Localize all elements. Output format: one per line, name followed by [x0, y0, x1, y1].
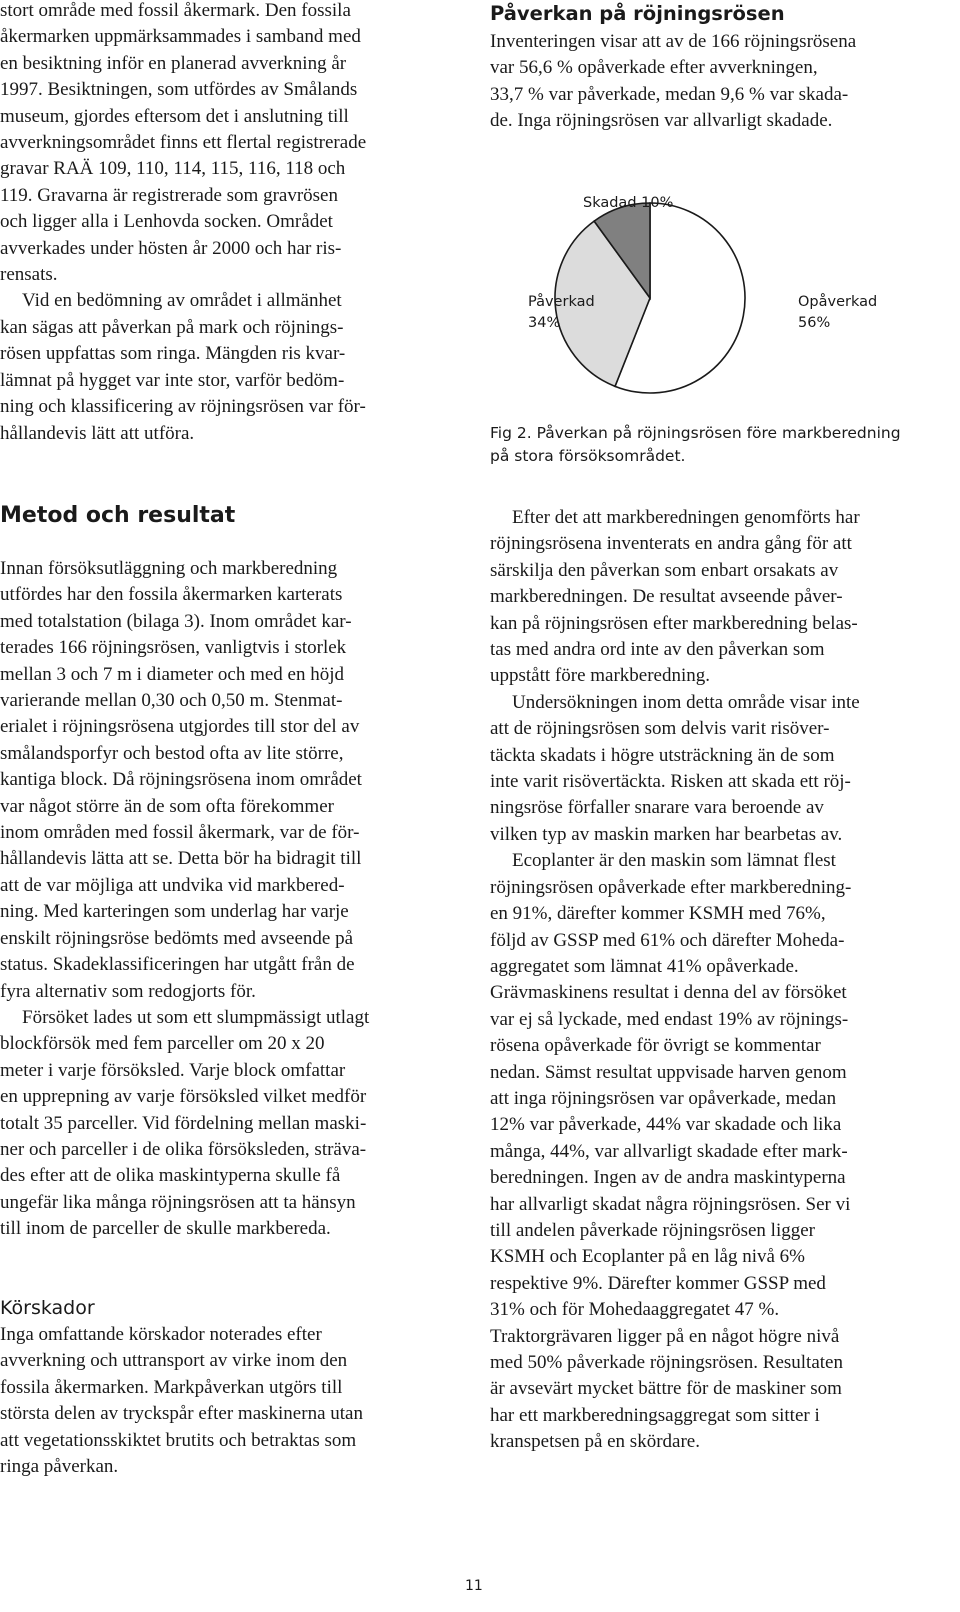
label-opaverkad-pct: 56% — [798, 315, 831, 331]
text-line: Undersökningen inom detta område visar inte — [512, 691, 860, 713]
text-line: blockförsök med fem parceller om 20 x 20 — [0, 1033, 325, 1055]
text-line: varierande mellan 0,30 och 0,50 m. Stenmat- — [0, 690, 343, 712]
text-line: har ett markberedningsaggregat som sitter i — [490, 1404, 820, 1426]
text-line: Grävmaskinens resultat i denna del av försöket — [490, 982, 847, 1004]
text-line: kantiga block. Då röjningsrösena inom området — [0, 769, 362, 791]
text-line: gravar RAÄ 109, 110, 114, 115, 116, 118 och — [0, 158, 346, 180]
text-line: utfördes har den fossila åkermarken karterats — [0, 584, 343, 606]
text-line: följd av GSSP med 61% och därefter Moheda- — [490, 929, 845, 951]
text-line: fyra alternativ som redogjorts för. — [0, 980, 256, 1002]
text-line: en besiktning inför en planerad avverkning år — [0, 52, 347, 74]
text-line: 1997. Besiktningen, som utfördes av Smålands — [0, 79, 358, 101]
text-line: de. Inga röjningsrösen var allvarligt skadade. — [490, 110, 833, 132]
text-line: markberedningen. De resultat avseende påver- — [490, 586, 843, 608]
section-heading-paverkan: Påverkan på röjningsrösen — [490, 2, 785, 25]
text-line: ning. Med karteringen som underlag har varje — [0, 901, 349, 923]
metod-text — [0, 556, 455, 1243]
text-line: aggregatet som lämnat 41% opåverkade. — [490, 955, 799, 977]
section-heading-metod: Metod och resultat — [0, 503, 236, 528]
text-line: rösena opåverkade för övrigt se kommentar — [490, 1035, 821, 1057]
text-line: täckta skadats i högre utsträckning än de som — [490, 744, 835, 766]
text-line: 33,7 % var påverkade, medan 9,6 % var skada- — [490, 83, 849, 105]
text-line: ningsröse förfaller snarare vara beroende av — [490, 797, 824, 819]
label-skadad: Skadad 10% — [583, 195, 674, 211]
label-paverkad-name: Påverkad — [528, 294, 595, 310]
text-line: terades 166 röjningsrösen, vanligtvis i storlek — [0, 637, 347, 659]
figure-caption — [490, 422, 950, 468]
text-line: beredningen. Ingen av de andra maskintyperna — [490, 1167, 846, 1189]
text-line: enskilt röjningsröse bedömts med avseende på — [0, 927, 354, 949]
text-line: att vegetationsskiktet brutits och betraktas som — [0, 1429, 357, 1451]
text-line: hållandevis lätta att se. Detta bör ha bidragit till — [0, 848, 362, 870]
text-line: har allvarligt skadat några röjningsrösen. Ser vi — [490, 1193, 851, 1215]
text-line: många, 44%, var allvarligt skadade efter mark- — [490, 1140, 848, 1162]
text-line: vilken typ av maskin marken har bearbetas av. — [490, 823, 843, 845]
text-line: Försöket lades ut som ett slumpmässigt utlagt — [22, 1006, 370, 1028]
text-line: lämnat på hygget var inte stor, varför bedöm- — [0, 369, 345, 391]
text-line: erialet i röjningsrösena utgjordes till stor del av — [0, 716, 360, 738]
text-line: ringa påverkan. — [0, 1456, 119, 1478]
text-line: hållandevis lätt att utföra. — [0, 422, 195, 444]
text-line: Inga omfattande körskador noterades efter — [0, 1324, 322, 1345]
text-line: kan sägas att påverkan på mark och röjnings- — [0, 316, 344, 338]
text-line: inom områden med fossil åkermark, var de för- — [0, 822, 360, 844]
text-line: respektive 9%. Därefter kommer GSSP med — [490, 1272, 826, 1294]
text-line: Ecoplanter är den maskin som lämnat flest — [512, 850, 836, 872]
text-line: Traktorgrävaren ligger på en något högre nivå — [490, 1325, 840, 1347]
text-line: en 91%, därefter kommer KSMH med 76%, — [490, 903, 826, 925]
caption-line: på stora försöksområdet. — [490, 447, 686, 465]
text-line: des efter att de olika maskintyperna skulle få — [0, 1165, 341, 1187]
text-line: Vid en bedömning av området i allmänhet — [22, 290, 342, 312]
text-line: tas med andra ord inte av den påverkan som — [490, 639, 825, 661]
text-line: 31% och för Mohedaaggregatet 47 %. — [490, 1299, 780, 1321]
text-line: åkermarken uppmärksammades i samband med — [0, 26, 361, 48]
korskador-text — [0, 1322, 455, 1480]
caption-line: Fig 2. Påverkan på röjningsrösen före markberedning — [490, 424, 901, 442]
text-line: kan på röjningsrösen efter markberedning belas- — [490, 612, 858, 634]
text-line: en upprepning av varje försöksled vilket medför — [0, 1086, 367, 1108]
text-line: rensats. — [0, 264, 58, 286]
text-line: avverkning och uttransport av virke inom den — [0, 1350, 348, 1372]
text-line: status. Skadeklassificeringen har utgått från de — [0, 954, 355, 976]
text-line: ungefär lika många röjningsrösen att ta hänsyn — [0, 1191, 356, 1213]
page-number: 11 — [465, 1578, 483, 1594]
text-line: Efter det att markberedningen genomförts har — [512, 507, 860, 528]
text-line: meter i varje försöksled. Varje block omfattar — [0, 1059, 346, 1081]
text-line: avverkades under hösten år 2000 och har ris- — [0, 237, 342, 259]
text-line: mellan 3 och 7 m i diameter och med en höjd — [0, 663, 345, 685]
text-line: med totalstation (bilaga 3). Inom området kar- — [0, 610, 352, 632]
right-top-text — [490, 29, 950, 135]
text-line: totalt 35 parceller. Vid fördelning mellan maski- — [0, 1112, 367, 1134]
section-heading-korskador: Körskador — [0, 1297, 95, 1319]
text-line: rösen uppfattas som ringa. Mängden ris kvar- — [0, 343, 346, 365]
text-line: att inga röjningsrösen var opåverkade, medan — [490, 1087, 837, 1109]
text-line: röjningsrösen opåverkade efter markberedning- — [490, 876, 852, 898]
text-line: 119. Gravarna är registrerade som gravrösen — [0, 184, 338, 206]
text-line: Inventeringen visar att av de 166 röjningsrösena — [490, 31, 857, 52]
left-top-text — [0, 0, 455, 447]
text-line: med 50% påverkade röjningsrösen. Resultaten — [490, 1352, 843, 1373]
pie-chart — [490, 180, 950, 410]
text-line: avverkningsområdet finns ett flertal registrerade — [0, 132, 367, 154]
text-line: inte varit risövertäckta. Risken att skada ett röj- — [490, 771, 851, 793]
text-line: till andelen påverkade röjningsrösen ligger — [490, 1219, 816, 1241]
text-line: ner och parceller i de olika försöksleden, sträva- — [0, 1138, 367, 1160]
text-line: att de var möjliga att undvika vid markbered- — [0, 874, 345, 896]
text-line: särskilja den påverkan som enbart orsakats av — [490, 559, 839, 581]
text-line: är avsevärt mycket bättre för de maskiner som — [490, 1378, 842, 1400]
text-line: kranspetsen på en skördare. — [490, 1431, 700, 1453]
text-line: att de röjningsrösen som delvis varit risöver- — [490, 718, 830, 740]
text-line: ning och klassificering av röjningsrösen var för- — [0, 396, 366, 418]
text-line: uppstått före markberedning. — [490, 665, 711, 687]
label-paverkad-pct: 34% — [528, 315, 561, 331]
text-line: Innan försöksutläggning och markberedning — [0, 558, 338, 579]
text-line: var 56,6 % opåverkade efter avverkningen, — [490, 57, 818, 79]
text-line: var något större än de som ofta förekommer — [0, 795, 334, 817]
text-line: var ej så lyckade, med endast 19% av röjnings- — [490, 1008, 849, 1030]
text-line: största delen av tryckspår efter maskinerna utan — [0, 1403, 363, 1425]
label-opaverkad-name: Opåverkad — [798, 294, 878, 310]
text-line: stort område med fossil åkermark. Den fossila — [0, 0, 351, 21]
text-line: smålandsporfyr och bestod ofta av lite större, — [0, 742, 344, 764]
right-bottom-text — [490, 505, 950, 1456]
text-line: och ligger alla i Lenhovda socken. Området — [0, 211, 333, 233]
text-line: nedan. Sämst resultat uppvisade harven genom — [490, 1061, 847, 1083]
text-line: fossila åkermarken. Markpåverkan utgörs till — [0, 1376, 343, 1398]
text-line: 12% var påverkade, 44% var skadade och lika — [490, 1114, 842, 1136]
text-line: till inom de parceller de skulle markbereda. — [0, 1218, 331, 1240]
text-line: röjningsrösena inventerats en andra gång för att — [490, 533, 852, 555]
text-line: museum, gjordes eftersom det i anslutning till — [0, 105, 349, 127]
text-line: KSMH och Ecoplanter på en låg nivå 6% — [490, 1246, 805, 1268]
